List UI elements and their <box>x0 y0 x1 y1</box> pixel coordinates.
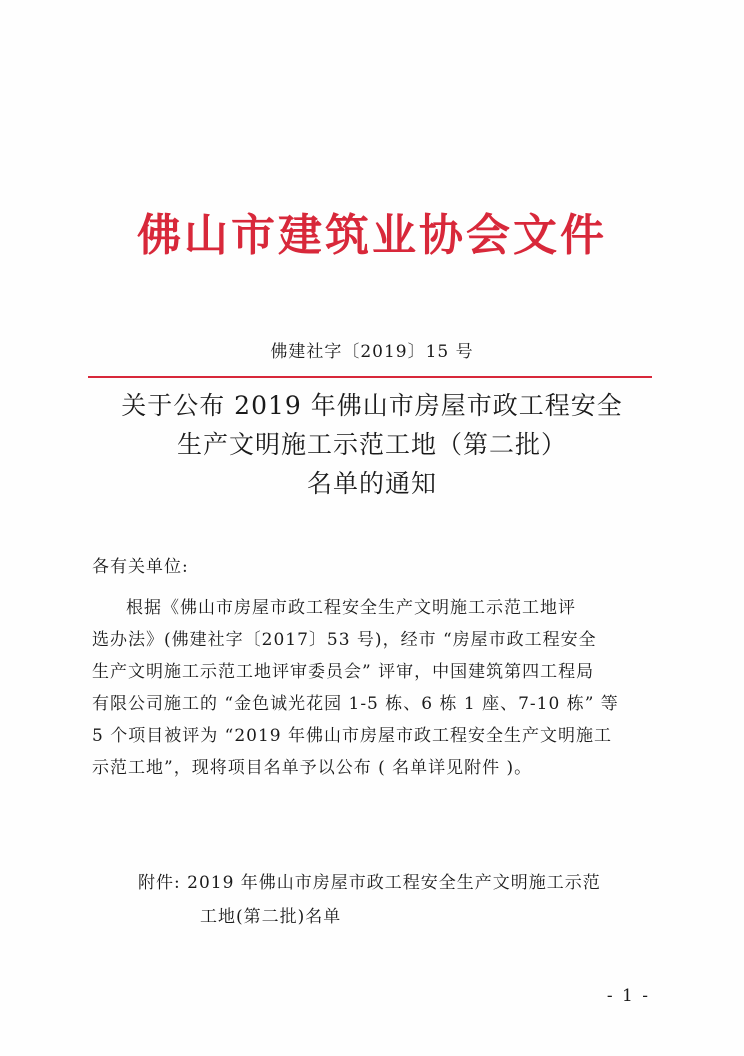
notice-title <box>0 386 744 503</box>
body-line: 选办法》(佛建社字〔2017〕53 号)，经市 “房屋市政工程安全 <box>92 630 597 650</box>
body-line: 有限公司施工的 “金色诚光花园 1-5 栋、6 栋 1 座、7-10 栋” 等 <box>92 694 619 714</box>
body-line: 根据《佛山市房屋市政工程安全生产文明施工示范工地评 <box>126 598 576 618</box>
body-line: 生产文明施工示范工地评审委员会” 评审，中国建筑第四工程局 <box>92 662 595 682</box>
red-divider-line <box>88 376 652 378</box>
title-line: 关于公布 2019 年佛山市房屋市政工程安全 <box>121 391 623 420</box>
title-line: 生产文明施工示范工地（第二批） <box>176 430 567 459</box>
issuing-organization-header: 佛山市建筑业协会文件 <box>137 210 607 261</box>
body-paragraph <box>92 592 654 784</box>
body-line: 5 个项目被评为 “2019 年佛山市房屋市政工程安全生产文明施工 <box>92 726 612 746</box>
body-line: 示范工地”，现将项目名单予以公布 ( 名单详见附件 )。 <box>92 758 533 778</box>
attachment-line: 附件: 2019 年佛山市房屋市政工程安全生产文明施工示范 <box>138 873 601 893</box>
title-line: 名单的通知 <box>306 469 437 498</box>
salutation: 各有关单位: <box>92 557 189 577</box>
page-number: - 1 - <box>606 986 650 1006</box>
attachment-line: 工地(第二批)名单 <box>200 907 342 927</box>
document-number: 佛建社字〔2019〕15 号 <box>270 342 474 362</box>
attachment-note <box>138 866 601 934</box>
